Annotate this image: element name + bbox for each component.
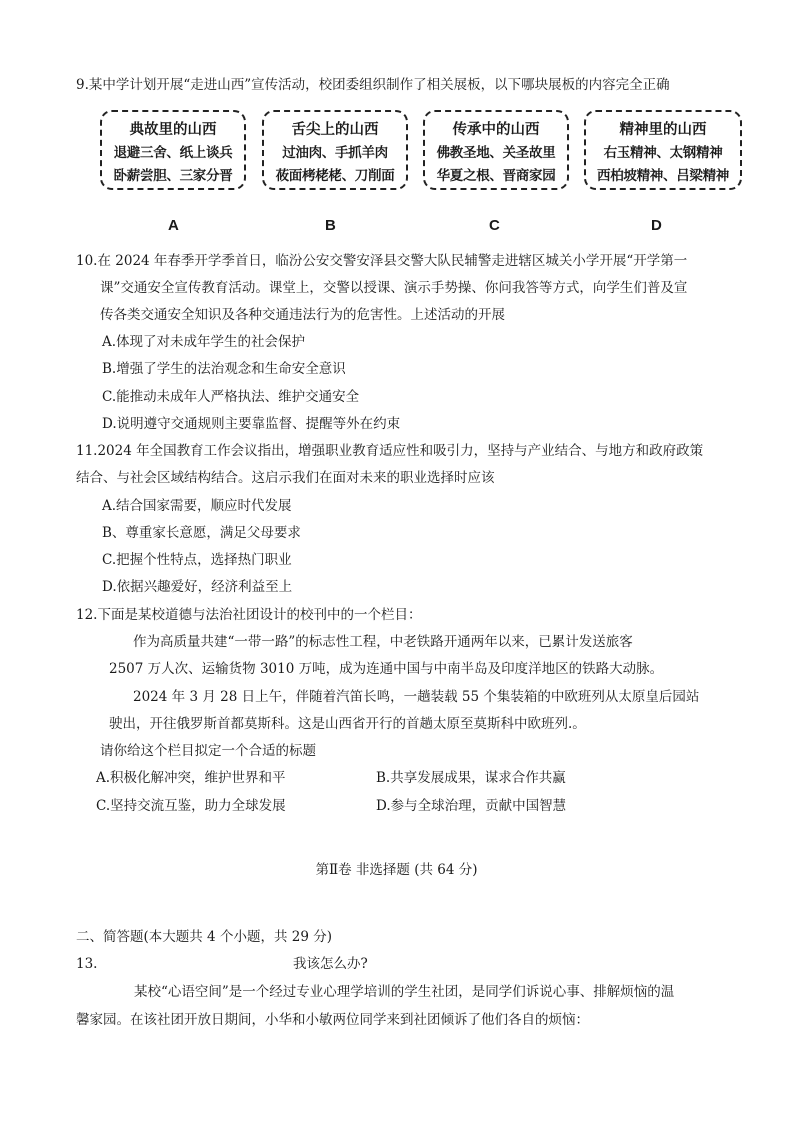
q9-boards — [100, 110, 745, 200]
board-title: 典故里的山西 — [129, 122, 217, 138]
q11-option-a: A.结合国家需要，顺应时代发展 — [102, 498, 292, 514]
q12-passage-line: 驶出，开往俄罗斯首都莫斯科。这是山西省开行的首趟太原至莫斯科中欧班列.。 — [109, 716, 586, 732]
q11-stem-line: 11.2024 年全国教育工作会议指出，增强职业教育适应性和吸引力，坚持与产业结合、与地方和政府政策 — [76, 443, 704, 459]
board-d — [584, 110, 742, 190]
option-letter-d: D — [651, 217, 662, 234]
board-line: 卧薪尝胆、三家分晋 — [113, 168, 233, 184]
option-letter-c: C — [489, 217, 500, 234]
q13-title: 我该怎么办? — [293, 956, 368, 972]
q12-ask: 请你给这个栏目拟定一个合适的标题 — [100, 743, 316, 759]
q12-option-b: B.共享发展成果，谋求合作共赢 — [376, 770, 566, 786]
board-a — [100, 110, 246, 190]
q12-option-d: D.参与全球治理，贡献中国智慧 — [376, 798, 567, 814]
q12-option-c: C.坚持交流互鉴，助力全球发展 — [96, 798, 286, 814]
q13-paragraph-line: 某校“心语空间”是一个经过专业心理学培训的学生社团，是同学们诉说心事、排解烦恼的温 — [134, 984, 675, 1000]
board-line: 过油肉、手抓羊肉 — [282, 145, 388, 161]
q12-passage-line: 2507 万人次、运输货物 3010 万吨，成为连通中国与中南半岛及印度洋地区的铁路大动脉。 — [109, 661, 664, 677]
q10-stem-line: 传各类交通安全知识及各种交通违法行为的危害性。上述活动的开展 — [100, 307, 505, 323]
board-b — [262, 110, 408, 190]
board-line: 退避三舍、纸上谈兵 — [113, 145, 233, 161]
board-c — [423, 110, 569, 190]
part-heading: 第Ⅱ卷 非选择题 (共 64 分) — [315, 862, 478, 878]
q12-passage-line: 作为高质量共建“一带一路”的标志性工程，中老铁路开通两年以来，已累计发送旅客 — [133, 634, 633, 650]
q10-stem-line: 课”交通安全宣传教育活动。课堂上，交警以授课、演示手势操、你问我答等方式，向学生们普及宣 — [100, 280, 688, 296]
board-line: 莜面栲栳栳、刀削面 — [275, 168, 395, 184]
q13-number: 13. — [76, 956, 98, 972]
board-title: 传承中的山西 — [452, 122, 540, 138]
option-letter-a: A — [168, 217, 179, 234]
q10-stem-line: 10.在 2024 年春季开学季首日，临汾公安交警安泽县交警大队民辅警走进辖区城关小学开展“开学第一 — [76, 253, 688, 269]
board-line: 佛教圣地、关圣故里 — [436, 145, 556, 161]
q12-option-a: A.积极化解冲突，维护世界和平 — [96, 770, 286, 786]
q11-option-c: C.把握个性特点，选择热门职业 — [102, 552, 292, 568]
q12-stem: 12.下面是某校道德与法治社团设计的校刊中的一个栏目： — [76, 607, 422, 623]
q11-option-d: D.依据兴趣爱好，经济利益至上 — [102, 579, 293, 595]
q9-stem: 9.某中学计划开展“走进山西”宣传活动，校团委组织制作了相关展板，以下哪块展板的内容完全正确 — [76, 77, 670, 93]
board-line: 华夏之根、晋商家园 — [436, 168, 556, 184]
q12-passage-line: 2024 年 3 月 28 日上午，伴随着汽笛长鸣，一趟装载 55 个集装箱的中欧班列从太原皇后园站 — [133, 689, 700, 705]
q11-stem-line: 结合、与社会区域结构结合。这启示我们在面对未来的职业选择时应该 — [76, 470, 495, 486]
board-title: 舌尖上的山西 — [291, 122, 379, 138]
q10-option-d: D.说明遵守交通规则主要靠监督、提醒等外在约束 — [102, 416, 401, 432]
board-line: 西柏坡精神、吕梁精神 — [597, 168, 729, 184]
q10-option-a: A.体现了对未成年学生的社会保护 — [102, 334, 306, 350]
section-heading: 二、简答题(本大题共 4 个小题，共 29 分) — [76, 929, 332, 945]
option-letter-b: B — [325, 217, 336, 234]
q10-option-b: B.增强了学生的法治观念和生命安全意识 — [102, 361, 346, 377]
q11-option-b: B、尊重家长意愿，满足父母要求 — [102, 525, 301, 541]
board-line: 右玉精神、太钢精神 — [603, 145, 723, 161]
q13-paragraph-line: 馨家园。在该社团开放日期间，小华和小敏两位同学来到社团倾诉了他们各自的烦恼： — [76, 1012, 589, 1028]
board-title: 精神里的山西 — [619, 122, 707, 138]
q10-option-c: C.能推动未成年人严格执法、维护交通安全 — [102, 389, 360, 405]
